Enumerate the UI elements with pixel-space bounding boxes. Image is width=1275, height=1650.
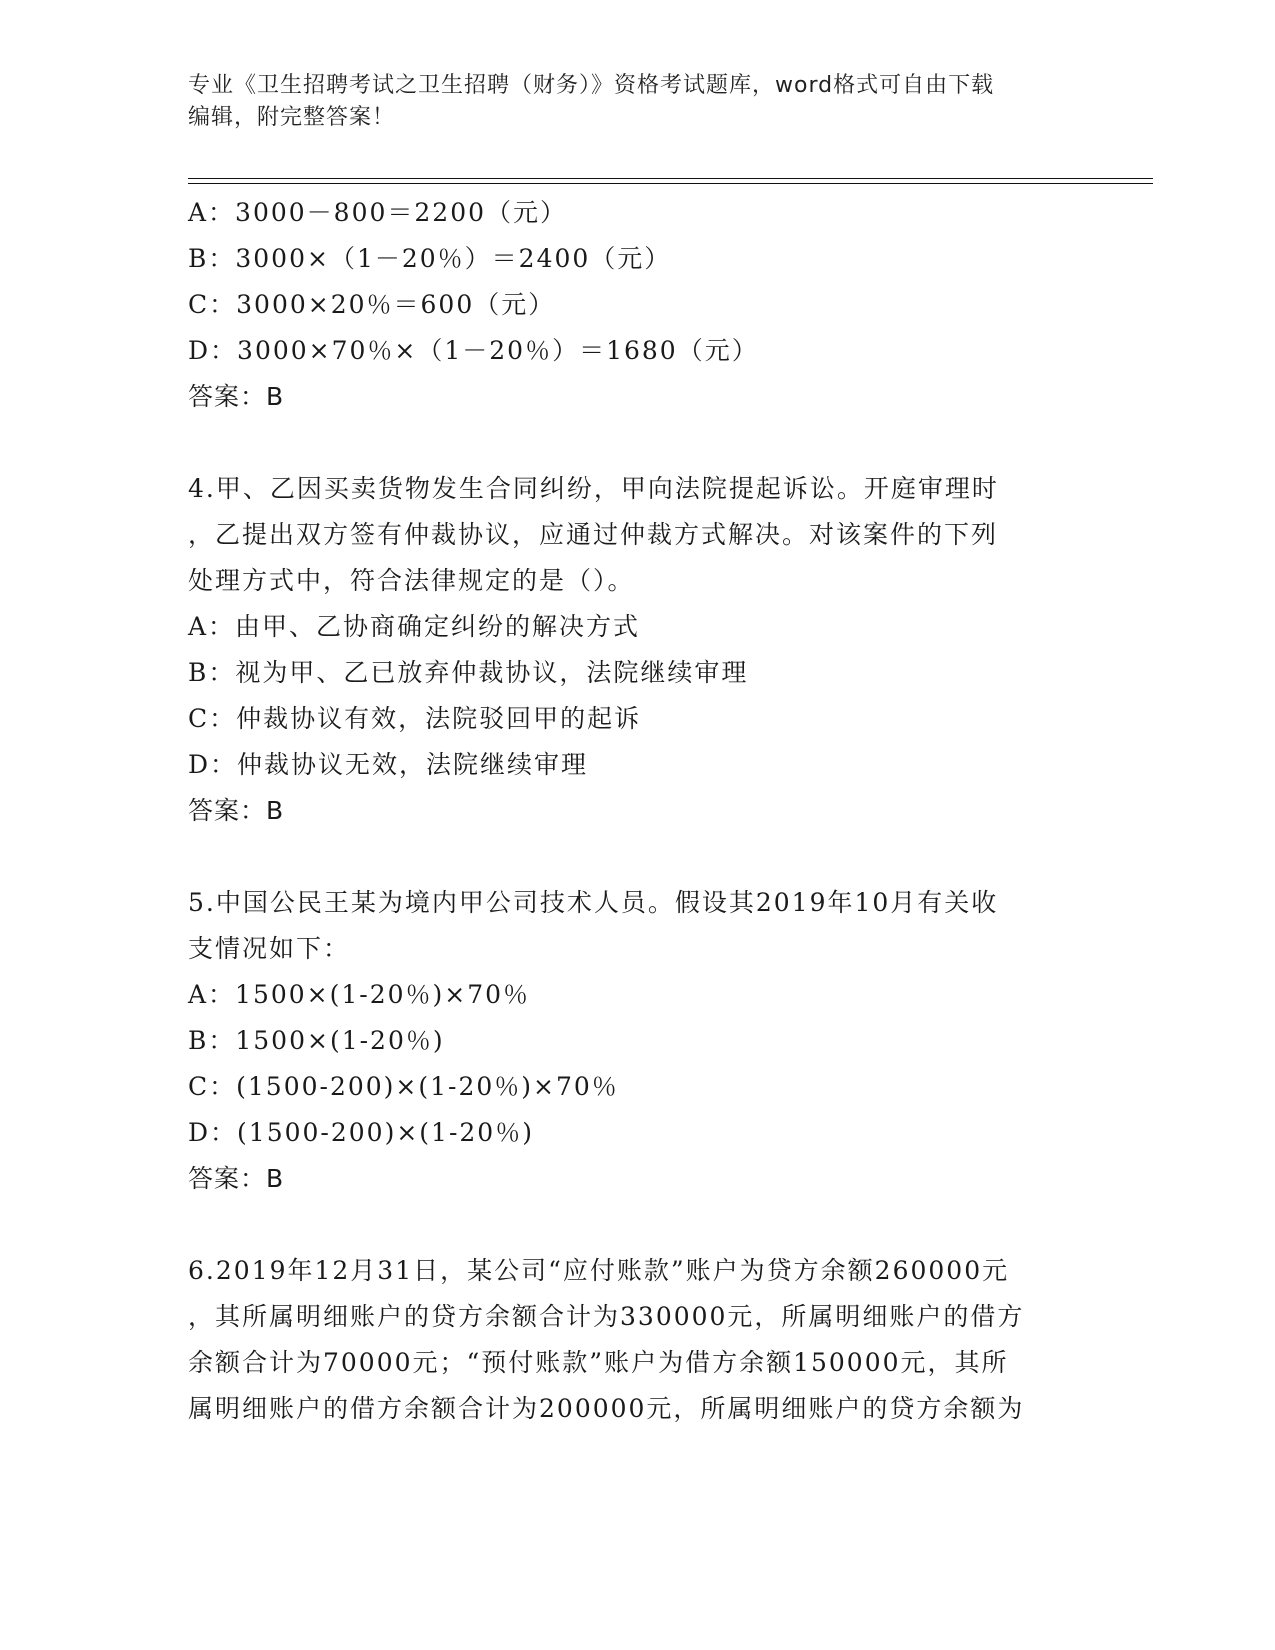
option-c: C：3000×20％＝600（元） (188, 290, 556, 319)
question-5 (188, 880, 1088, 1202)
option-b: B：1500×(1-20％) (188, 1026, 445, 1055)
header-divider-bottom (188, 183, 1153, 184)
question-stem-line: 处理方式中，符合法律规定的是（）。 (188, 566, 635, 595)
option-a: A：由甲、乙协商确定纠纷的解决方式 (188, 612, 641, 641)
option-b: B：3000×（1－20％）＝2400（元） (188, 244, 672, 273)
answer: 答案：B (188, 1164, 285, 1193)
option-d: D：仲裁协议无效，法院继续审理 (188, 750, 589, 779)
question-stem-line: 4.甲、乙因买卖货物发生合同纠纷，甲向法院提起诉讼。开庭审理时 (188, 474, 999, 503)
answer: 答案：B (188, 796, 285, 825)
option-c: C：(1500-200)×(1-20％)×70％ (188, 1072, 619, 1101)
option-a: A：1500×(1-20％)×70％ (188, 980, 531, 1009)
answer: 答案：B (188, 382, 285, 411)
question-stem-line: 5.中国公民王某为境内甲公司技术人员。假设其2019年10月有关收 (188, 888, 999, 917)
question-stem-line: 6.2019年12月31日，某公司“应付账款”账户为贷方余额260000元 (188, 1256, 1010, 1285)
question-stem-line: ，乙提出双方签有仲裁协议，应通过仲裁方式解决。对该案件的下列 (188, 520, 999, 549)
document-header (188, 70, 1088, 134)
option-d: D：3000×70％×（1－20％）＝1680（元） (188, 336, 759, 365)
question-3 (188, 190, 1088, 420)
question-4 (188, 466, 1088, 834)
question-stem-line: 属明细账户的借方余额合计为200000元，所属明细账户的贷方余额为 (188, 1394, 1025, 1423)
header-line-1: 专业《卫生招聘考试之卫生招聘（财务）》资格考试题库，word格式可自由下载 (188, 73, 995, 98)
option-d: D：(1500-200)×(1-20％) (188, 1118, 534, 1147)
header-divider-top (188, 178, 1153, 179)
question-stem-line: ，其所属明细账户的贷方余额合计为330000元，所属明细账户的借方 (188, 1302, 1025, 1331)
spacer (188, 834, 1088, 880)
option-c: C：仲裁协议有效，法院驳回甲的起诉 (188, 704, 642, 733)
question-stem-line: 支情况如下： (188, 934, 351, 963)
spacer (188, 420, 1088, 466)
option-b: B：视为甲、乙已放弃仲裁协议，法院继续审理 (188, 658, 749, 687)
question-stem-line: 余额合计为70000元；“预付账款”账户为借方余额150000元，其所 (188, 1348, 1009, 1377)
question-content (188, 190, 1088, 1432)
question-6 (188, 1248, 1088, 1432)
header-line-2: 编辑，附完整答案！ (188, 105, 396, 130)
option-a: A：3000－800＝2200（元） (188, 198, 568, 227)
spacer (188, 1202, 1088, 1248)
